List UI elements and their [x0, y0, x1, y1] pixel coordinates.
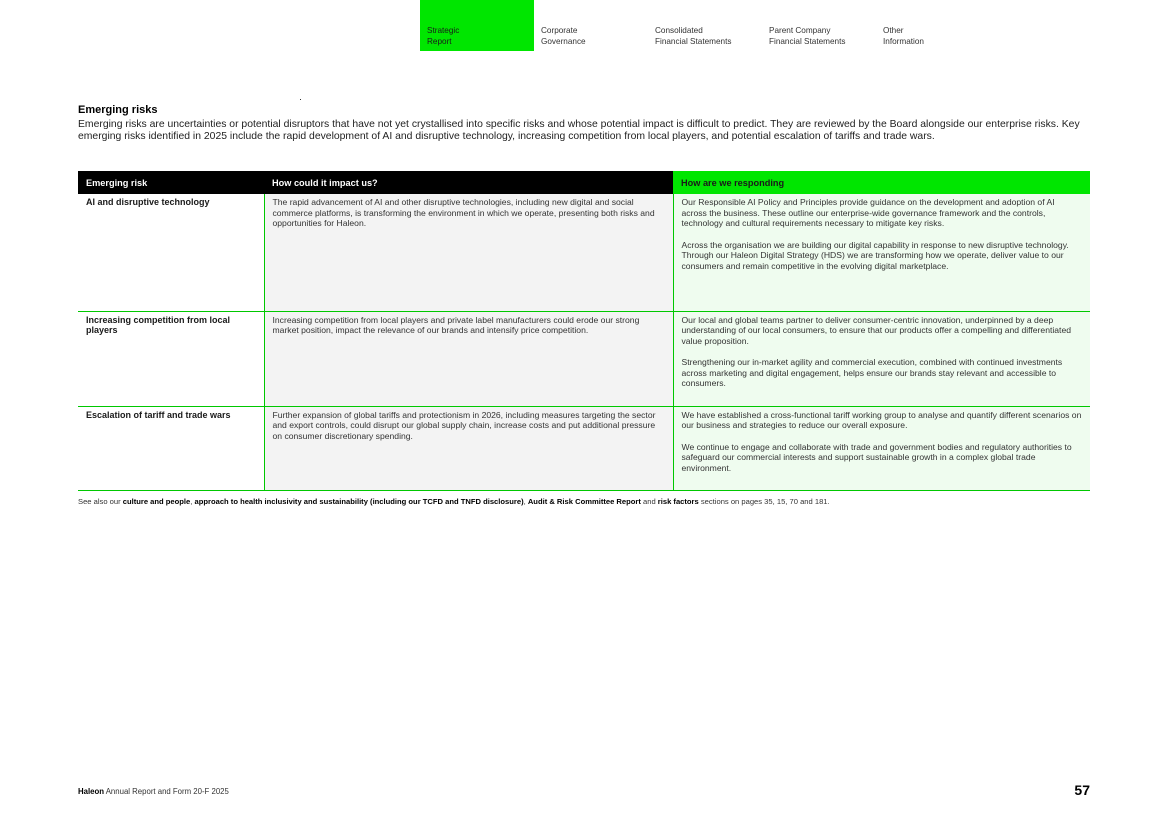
- column-header: How could it impact us?: [264, 171, 673, 194]
- see-also-text: See also our: [78, 497, 123, 506]
- section-heading: Emerging risks: [78, 104, 158, 116]
- see-also-note: [78, 497, 830, 506]
- link-culture-and-people[interactable]: culture and people: [122, 497, 191, 506]
- see-also-text: and: [640, 497, 658, 506]
- response-paragraph: We continue to engage and collaborate with trade and government bodies and regulatory authorities to safeguard our commercial interests and support sustainable growth in a complex global trade environment.: [681, 441, 1072, 473]
- response-paragraph: We have established a cross-functional tariff working group to analyse and quantify different scenarios on our business and strategies to reduce our overall exposure.: [681, 409, 1082, 431]
- nav-tab-label: Other: [883, 26, 904, 35]
- risk-name: Escalation of tariff and trade wars: [78, 406, 264, 490]
- nav-tab-label: Consolidated: [655, 26, 703, 35]
- column-header: How are we responding: [673, 171, 1090, 194]
- top-nav: [420, 0, 990, 51]
- emerging-risks-table: [78, 171, 1090, 491]
- risk-impact: The rapid advancement of AI and other disruptive technologies, including new digital and social commerce platforms, is transforming the environment in which we operate, presenting both risks and opportunities for Haleon.: [264, 194, 673, 311]
- page-number: 57: [1074, 782, 1090, 798]
- section-intro: Emerging risks are uncertainties or potential disruptors that have not yet crystallised into specific risks and whose potential impact is difficult to predict. They are reviewed by the Board alongside our enterprise risks. Key emerging risks identified in 2025 include the rapid development of AI and disruptive technology, increasing competition from local players, and potential escalation of tariffs and trade wars.: [78, 119, 1080, 143]
- footer-brand: Haleon: [78, 787, 104, 796]
- table-row: [78, 194, 1090, 311]
- risk-impact: Increasing competition from local players and private label manufacturers could erode our strong market position, impact the relevance of our brands and intensify price competition.: [264, 311, 673, 406]
- link-audit-risk-committee-report[interactable]: Audit & Risk Committee Report: [527, 497, 641, 506]
- risk-response: [673, 406, 1090, 490]
- nav-tab-label: Parent Company: [769, 26, 831, 35]
- nav-tab-label: Governance: [541, 36, 586, 46]
- see-also-text: ,: [523, 497, 528, 506]
- table-row: [78, 406, 1090, 490]
- nav-tab-label: Report: [427, 36, 452, 46]
- see-also-text: ,: [190, 497, 195, 506]
- link-health-inclusivity-sustainability[interactable]: approach to health inclusivity and sustainability (including our TCFD and TNFD disclosure): [194, 497, 524, 506]
- nav-tab-label: Financial Statements: [769, 36, 846, 46]
- footer-text: [78, 787, 229, 796]
- see-also-text: sections on pages 35, 15, 70 and 181.: [698, 497, 830, 506]
- nav-tab-other-information[interactable]: [876, 0, 990, 51]
- column-header: Emerging risk: [78, 171, 264, 194]
- response-paragraph: Our Responsible AI Policy and Principles provide guidance on the development and adoption of AI across the business. These outline our enterprise-wide governance framework and the controls, technology and cultural requirements necessary to mitigate key risks.: [681, 197, 1055, 229]
- nav-tab-label: Strategic: [427, 26, 460, 35]
- risk-name: Increasing competition from local players: [78, 311, 264, 406]
- decorative-dot: [300, 99, 301, 100]
- response-paragraph: Across the organisation we are building our digital capability in response to new disruptive technology. Through our Haleon Digital Strategy (HDS) we are transforming how we operate, deliver value to our consumers and remain competitive in the evolving digital marketplace.: [681, 239, 1069, 271]
- risk-response: [673, 311, 1090, 406]
- nav-tab-label: Corporate: [541, 26, 578, 35]
- nav-tab-label: Financial Statements: [655, 36, 732, 46]
- nav-tab-corporate-governance[interactable]: [534, 0, 648, 51]
- response-paragraph: Strengthening our in-market agility and commercial execution, combined with continued investments across marketing and digital engagement, helps ensure our brands stay relevant and accessible to consumers.: [681, 357, 1063, 389]
- nav-tab-strategic-report[interactable]: [420, 0, 534, 51]
- nav-tab-consolidated-financial-statements[interactable]: [648, 0, 762, 51]
- risk-response: [673, 194, 1090, 311]
- risk-impact: Further expansion of global tariffs and protectionism in 2026, including measures targeting the sector and export controls, could disrupt our global supply chain, increase costs and put additional pressure on consumer discretionary spending.: [264, 406, 673, 490]
- footer-title: Annual Report and Form 20-F 2025: [104, 787, 229, 796]
- table-row: [78, 311, 1090, 406]
- table-header-row: [78, 171, 1090, 194]
- risk-name: AI and disruptive technology: [78, 194, 264, 311]
- nav-tab-label: Information: [883, 36, 924, 46]
- link-risk-factors[interactable]: risk factors: [657, 497, 699, 506]
- response-paragraph: Our local and global teams partner to deliver consumer-centric innovation, underpinned by a deep understanding of our local consumers, to ensure that our products offer a compelling and differentiated value proposition.: [681, 314, 1072, 346]
- nav-tab-parent-company-financial-statements[interactable]: [762, 0, 876, 51]
